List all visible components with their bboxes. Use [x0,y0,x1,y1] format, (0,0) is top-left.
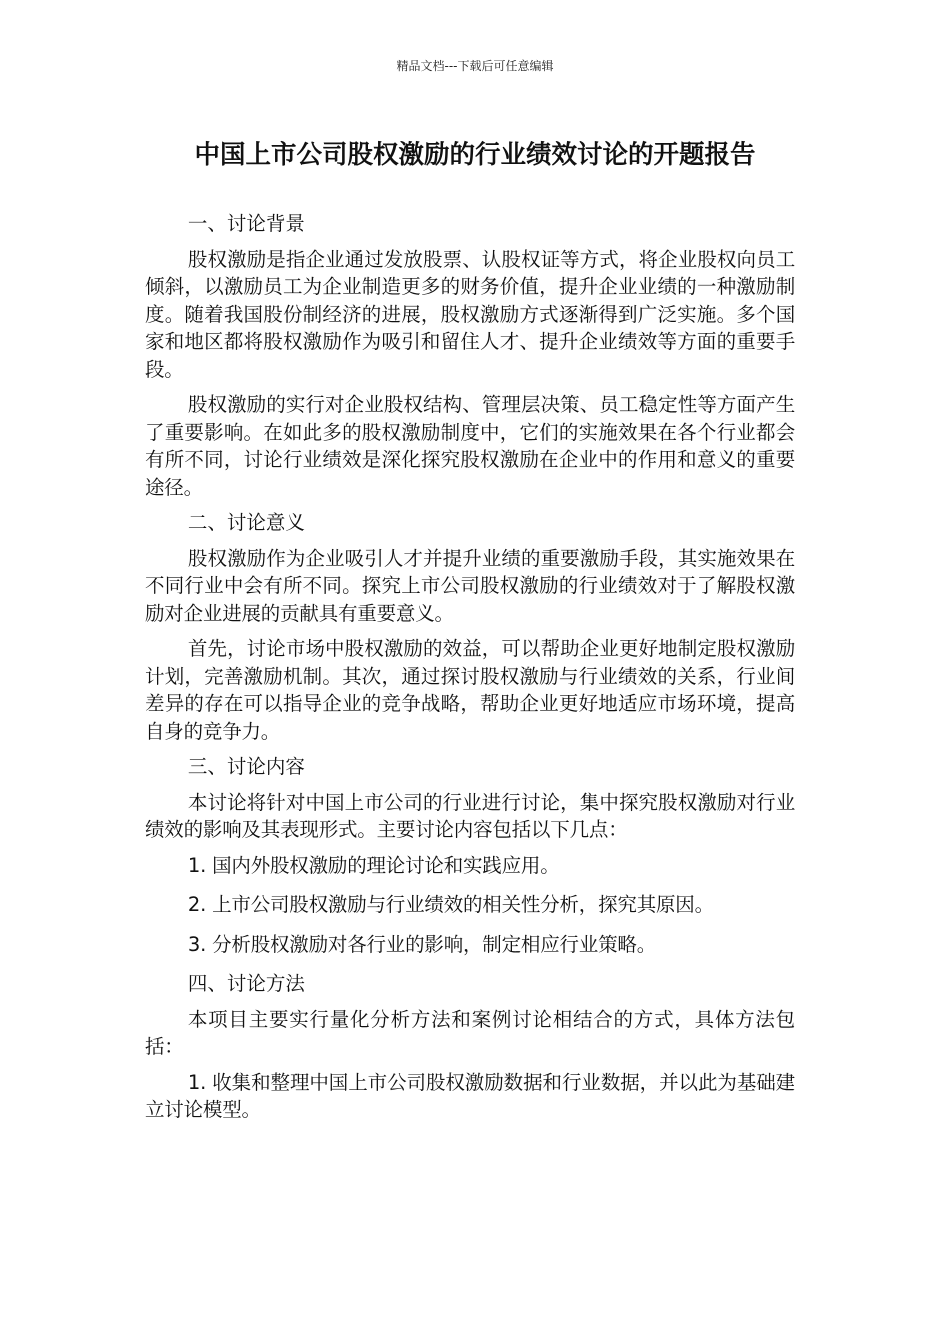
section-heading-significance: 二、讨论意义 [187,511,305,534]
paragraph: 股权激励的实行对企业股权结构、管理层决策、员工稳定性等方面产生了重要影响。在如此多的股权激励制度中，它们的实施效果在各个行业都会有所不同，讨论行业绩效是深化探究股权激励在企业中的作用和意义的重要途径。 [145,393,795,499]
document-title: 中国上市公司股权激励的行业绩效讨论的开题报告 [194,140,756,170]
paragraph: 股权激励是指企业通过发放股票、认股权证等方式，将企业股权向员工倾斜，以激励员工为企业制造更多的财务价值，提升企业业绩的一种激励制度。随着我国股份制经济的进展，股权激励方式逐渐得到广泛实施。多个国家和地区都将股权激励作为吸引和留住人才、提升企业绩效等方面的重要手段。 [145,247,795,381]
page-header: 精品文档---下载后可任意编辑 [396,59,554,73]
list-item: 1. 收集和整理中国上市公司股权激励数据和行业数据，并以此为基础建立讨论模型。 [145,1070,795,1121]
paragraph: 本项目主要实行量化分析方法和案例讨论相结合的方式，具体方法包括： [145,1007,795,1058]
document-body [145,210,795,1132]
section-heading-background: 一、讨论背景 [187,212,305,235]
list-item: 2. 上市公司股权激励与行业绩效的相关性分析，探究其原因。 [187,893,714,916]
list-item: 1. 国内外股权激励的理论讨论和实践应用。 [187,853,560,877]
paragraph: 首先，讨论市场中股权激励的效益，可以帮助企业更好地制定股权激励计划，完善激励机制。其次，通过探讨股权激励与行业绩效的关系，行业间差异的存在可以指导企业的竞争战略，帮助企业更好地适应市场环境，提高自身的竞争力。 [145,637,795,743]
paragraph: 股权激励作为企业吸引人才并提升业绩的重要激励手段，其实施效果在不同行业中会有所不同。探究上市公司股权激励的行业绩效对于了解股权激励对企业进展的贡献具有重要意义。 [145,546,795,625]
section-heading-content: 三、讨论内容 [187,755,305,778]
list-item: 3. 分析股权激励对各行业的影响，制定相应行业策略。 [187,932,656,956]
section-heading-method: 四、讨论方法 [187,972,305,995]
paragraph: 本讨论将针对中国上市公司的行业进行讨论，集中探究股权激励对行业绩效的影响及其表现形式。主要讨论内容包括以下几点： [145,790,795,841]
